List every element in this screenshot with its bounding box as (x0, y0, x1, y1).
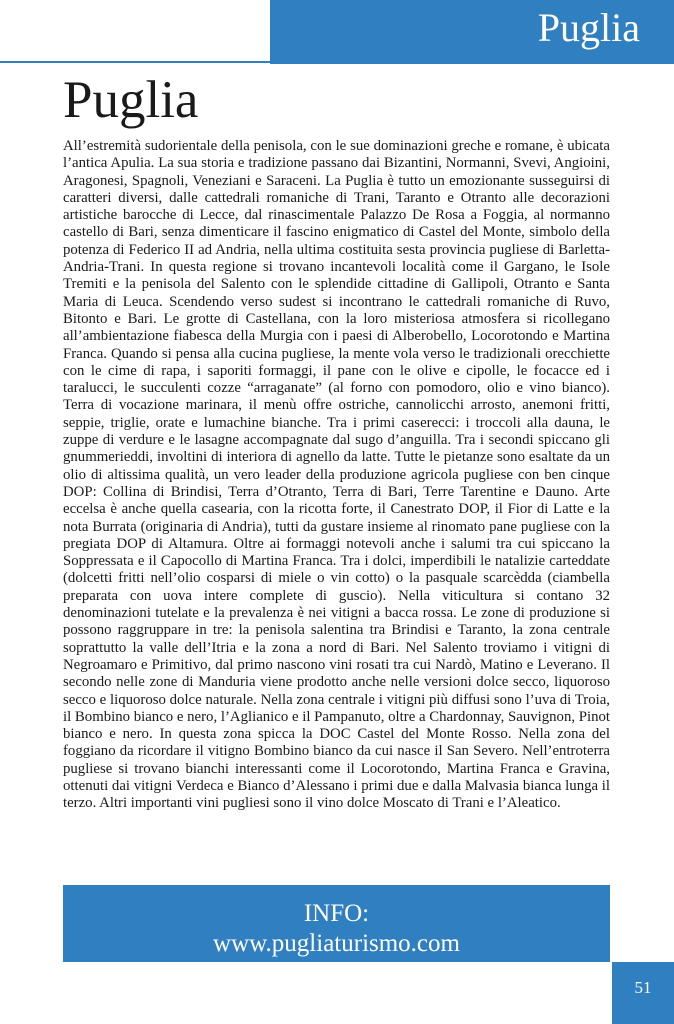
page-number: 51 (612, 962, 674, 1024)
page-title: Puglia (63, 71, 199, 129)
info-label: INFO: (303, 900, 370, 927)
article-body: All’estremità sudorientale della penisola, con le sue dominazioni greche e romane, è ubicata l’antica Apulia. La sua storia e tradizione passano dai Bizantini, Normanni, Svevi, Angioini, Aragonesi, Spagnoli, Veneziani e Saraceni. La Puglia è tutto un emozionante susseguirsi di caratteri diversi, dalle cattedrali romaniche di Trani, Taranto e Otranto alle decorazioni artistiche barocche di Lecce, dal rinascimentale Palazzo De Rosa a Foggia, al normanno castello di Bari, senza dimenticare il fascino enigmatico di Castel del Monte, simbolo della potenza di Federico II ad Andria, nella ultima costituita sesta provincia pugliese di Barletta-Andria-Trani. In questa regione si trovano incantevoli località come il Gargano, le Isole Tremiti e la penisola del Salento con le splendide cittadine di Gallipoli, Otranto e Santa Maria di Leuca. Scendendo verso sudest si incontrano le cattedrali romaniche di Ruvo, Bitonto e Bari. Le grotte di Castellana, con la loro misteriosa atmosfera si ricollegano all’ambientazione fiabesca della Murgia con i paesi di Alberobello, Locorotondo e Martina Franca. Quando si pensa alla cucina pugliese, la mente vola verso le tradizionali orecchiette con le cime di rapa, i saporiti formaggi, il pane con le olive e cipolle, le focacce ed i taralucci, le succulenti cozze “arraganate” (al forno con pomodoro, olio e vino bianco). Terra di vocazione marinara, il menù offre ostriche, cannolicchi arrosto, anemoni fritti, seppie, triglie, orate e lumachine bianche. Tra i primi caserecci: i troccoli alla dauna, le zuppe di verdure e le lasagne accompagnate dal sugo d’anguilla. Tra i secondi spiccano gli gnummerieddi, involtini di interiora di agnello da latte. Tutte le pietanze sono esaltate da un olio di altissima qualità, un vero leader della produzione agricola pugliese con ben cinque DOP: Collina di Brindisi, Terra d’Otranto, Terra di Bari, Terre Tarentine e Dauno. Arte eccelsa è anche quella casearia, con la ricotta forte, il Canestrato DOP, il Fior di Latte e la nota Burrata (originaria di Andria), tutti da gustare insieme al rinomato pane pugliese con la pregiata DOP di Altamura. Oltre ai formaggi notevoli anche i salumi tra cui spiccano la Soppressata e il Capocollo di Martina Franca. Tra i dolci, imperdibili le natalizie carteddate (dolcetti fritti nell’olio cosparsi di miele o vin cotto) o la pasquale scarcèdda (ciambella preparata con uova intere complete di guscio). Nella viticultura si contano 32 denominazioni tutelate e la prevalenza è nei vitigni a bacca rossa. Le zone di produzione si possono raggruppare in tre: la penisola salentina tra Brindisi e Taranto, la zona centrale soprattutto la valle dell’Itria e la zona a nord di Bari. Nel Salento troviamo i vitigni di Negroamaro e Primitivo, dal primo nascono vini rosati tra cui Nardò, Matino e Leverano. Il secondo nelle zone di Manduria viene prodotto anche nelle versioni dolce secco, liquoroso secco e liquoroso dolce naturale. Nella zona centrale i vitigni più diffusi sono l’uva di Troia, il Bombino bianco e nero, l’Aglianico e il Pampanuto, oltre a Chardonnay, Sauvignon, Pinot bianco e nero. In questa zona spicca la DOC Castel del Monte Rosso. Nella zona del foggiano da ricordare il vitigno Bombino bianco da cui nasce il San Severo. Nell’entroterra pugliese si trovano bianchi interessanti come il Locorotondo, Martina Franca e Gravina, ottenuti dai vitigni Verdeca e Bianco d’Alessano i primi due e dalla Malvasia bianca lunga il terzo. Altri importanti vini pugliesi sono il vino dolce Moscato di Trani e l’Aleatico. (63, 138, 610, 812)
header-tab (270, 0, 674, 64)
info-url-link[interactable]: www.pugliaturismo.com (213, 930, 460, 957)
header-rule (0, 61, 270, 63)
info-box (63, 885, 610, 962)
header-tab-title: Puglia (537, 5, 640, 50)
